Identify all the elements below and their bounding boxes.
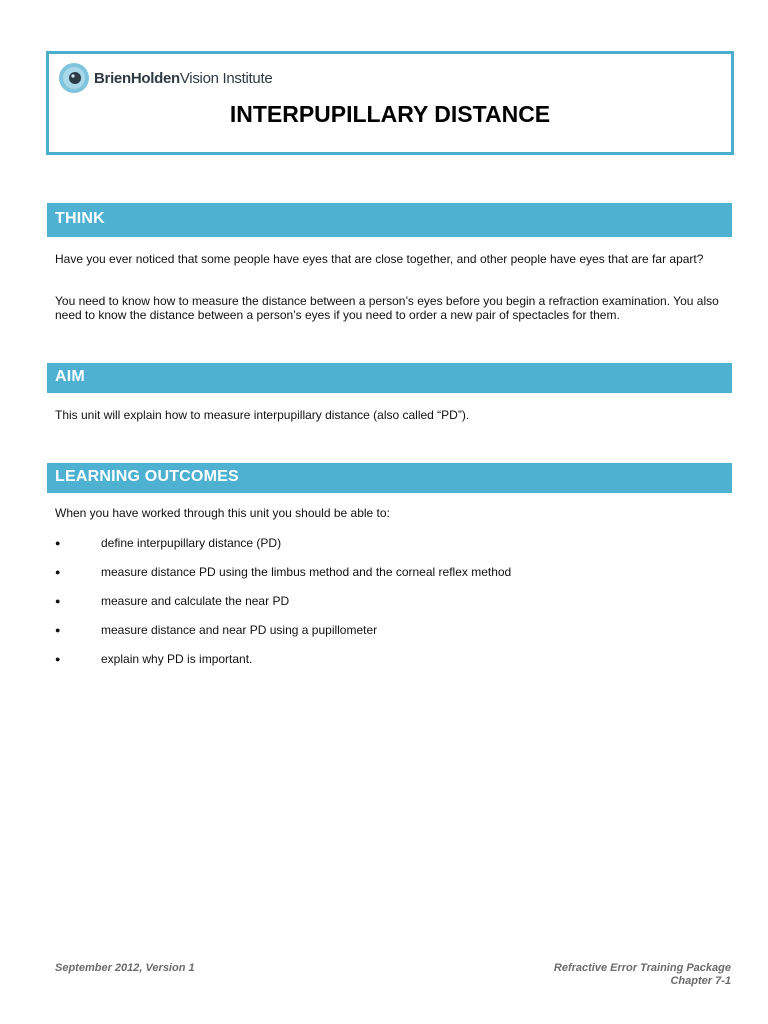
footer-right [554,962,731,988]
section-heading-think: THINK [47,203,732,237]
list-item-text: measure distance PD using the limbus method and the corneal reflex method [101,565,512,579]
logo [58,62,272,94]
logo-brien: Brien [94,69,131,87]
outcomes-intro: When you have worked through this unit you should be able to: [55,506,390,520]
section-heading-aim: AIM [47,363,732,393]
eye-logo-icon [58,62,90,94]
bullet-icon: ● [55,654,61,664]
bullet-icon: ● [55,567,61,577]
list-item-text: define interpupillary distance (PD) [101,536,282,550]
logo-holden: Holden [130,69,180,87]
logo-text [94,70,272,87]
think-paragraph-1: Have you ever noticed that some people have eyes that are close together, and other people have eyes that are far apart? [55,252,704,266]
bullet-icon: ● [55,596,61,606]
footer-date-version: September 2012, Version 1 [55,962,195,974]
bullet-icon: ● [55,625,61,635]
list-item-text: explain why PD is important. [101,652,253,666]
page-title: INTERPUPILLARY DISTANCE [229,101,551,127]
think-paragraph-2: You need to know how to measure the distance between a person’s eyes before you begin a refraction examination. You also need to know the distance between a person’s eyes if you need to order a new pair of spectacles for them. [55,294,719,322]
section-heading-learning-outcomes: LEARNING OUTCOMES [47,463,732,493]
aim-paragraph: This unit will explain how to measure interpupillary distance (also called “PD”). [55,408,470,422]
footer-chapter: Chapter 7-1 [670,975,731,987]
footer-package-name: Refractive Error Training Package [553,962,731,974]
list-item-text: measure and calculate the near PD [101,594,290,608]
header-box [46,51,734,155]
logo-vision-institute: Vision Institute [179,69,273,87]
list-item-text: measure distance and near PD using a pupillometer [101,623,378,637]
bullet-icon: ● [55,538,61,548]
